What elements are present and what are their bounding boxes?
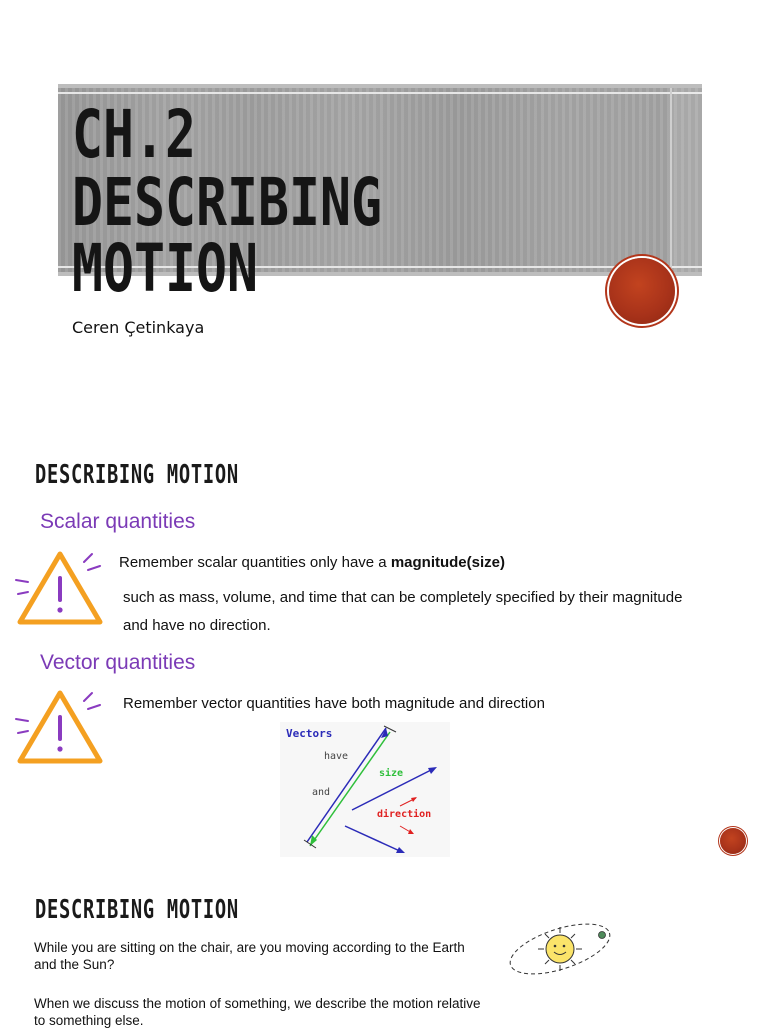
question-paragraph: While you are sitting on the chair, are you moving according to the Earth and the Sun? <box>34 940 465 972</box>
scalar-line-2: such as mass, volume, and time that can be completely specified by their magnitude <box>123 589 683 606</box>
section-title: DESCRIBING MOTION <box>35 895 239 925</box>
and-label: and <box>312 787 331 798</box>
scalar-line-1 <box>119 549 505 577</box>
decorative-circle-icon <box>609 258 675 324</box>
title-line-2: DESCRIBING MOTION <box>72 164 382 307</box>
banner-right-edge <box>670 88 702 272</box>
scalar-line-3: and have no direction. <box>123 617 271 634</box>
vector-line-1: Remember vector quantities have both magnitude and direction <box>123 695 545 712</box>
sun-orbit-illustration <box>505 913 615 981</box>
title-banner <box>58 84 702 307</box>
vector-diagram <box>280 722 450 857</box>
direction-label: direction <box>377 809 432 820</box>
warning-triangle-icon <box>14 687 106 773</box>
relative-motion-slide <box>0 865 768 1028</box>
have-label: have <box>324 751 349 762</box>
slide-title <box>72 96 563 307</box>
scalar-line-1-text: Remember scalar quantities only have a <box>119 554 391 571</box>
section-title: DESCRIBING MOTION <box>35 460 239 490</box>
magnitude-emphasis: magnitude(size) <box>390 554 505 571</box>
title-line-1: CH.2 <box>72 96 196 173</box>
banner-top-line <box>58 92 702 94</box>
title-slide <box>0 0 768 420</box>
vectors-slide <box>0 420 768 865</box>
decorative-circle-icon <box>720 828 746 854</box>
warning-triangle-icon <box>14 548 106 634</box>
vector-heading: Vector quantities <box>40 651 196 674</box>
size-label: size <box>379 768 404 779</box>
vectors-label: Vectors <box>286 727 333 740</box>
scalar-heading: Scalar quantities <box>40 510 196 533</box>
relative-motion-paragraph: When we discuss the motion of something, we describe the motion relative to something else. <box>34 996 481 1028</box>
author-name: Ceren Çetinkaya <box>72 318 205 337</box>
